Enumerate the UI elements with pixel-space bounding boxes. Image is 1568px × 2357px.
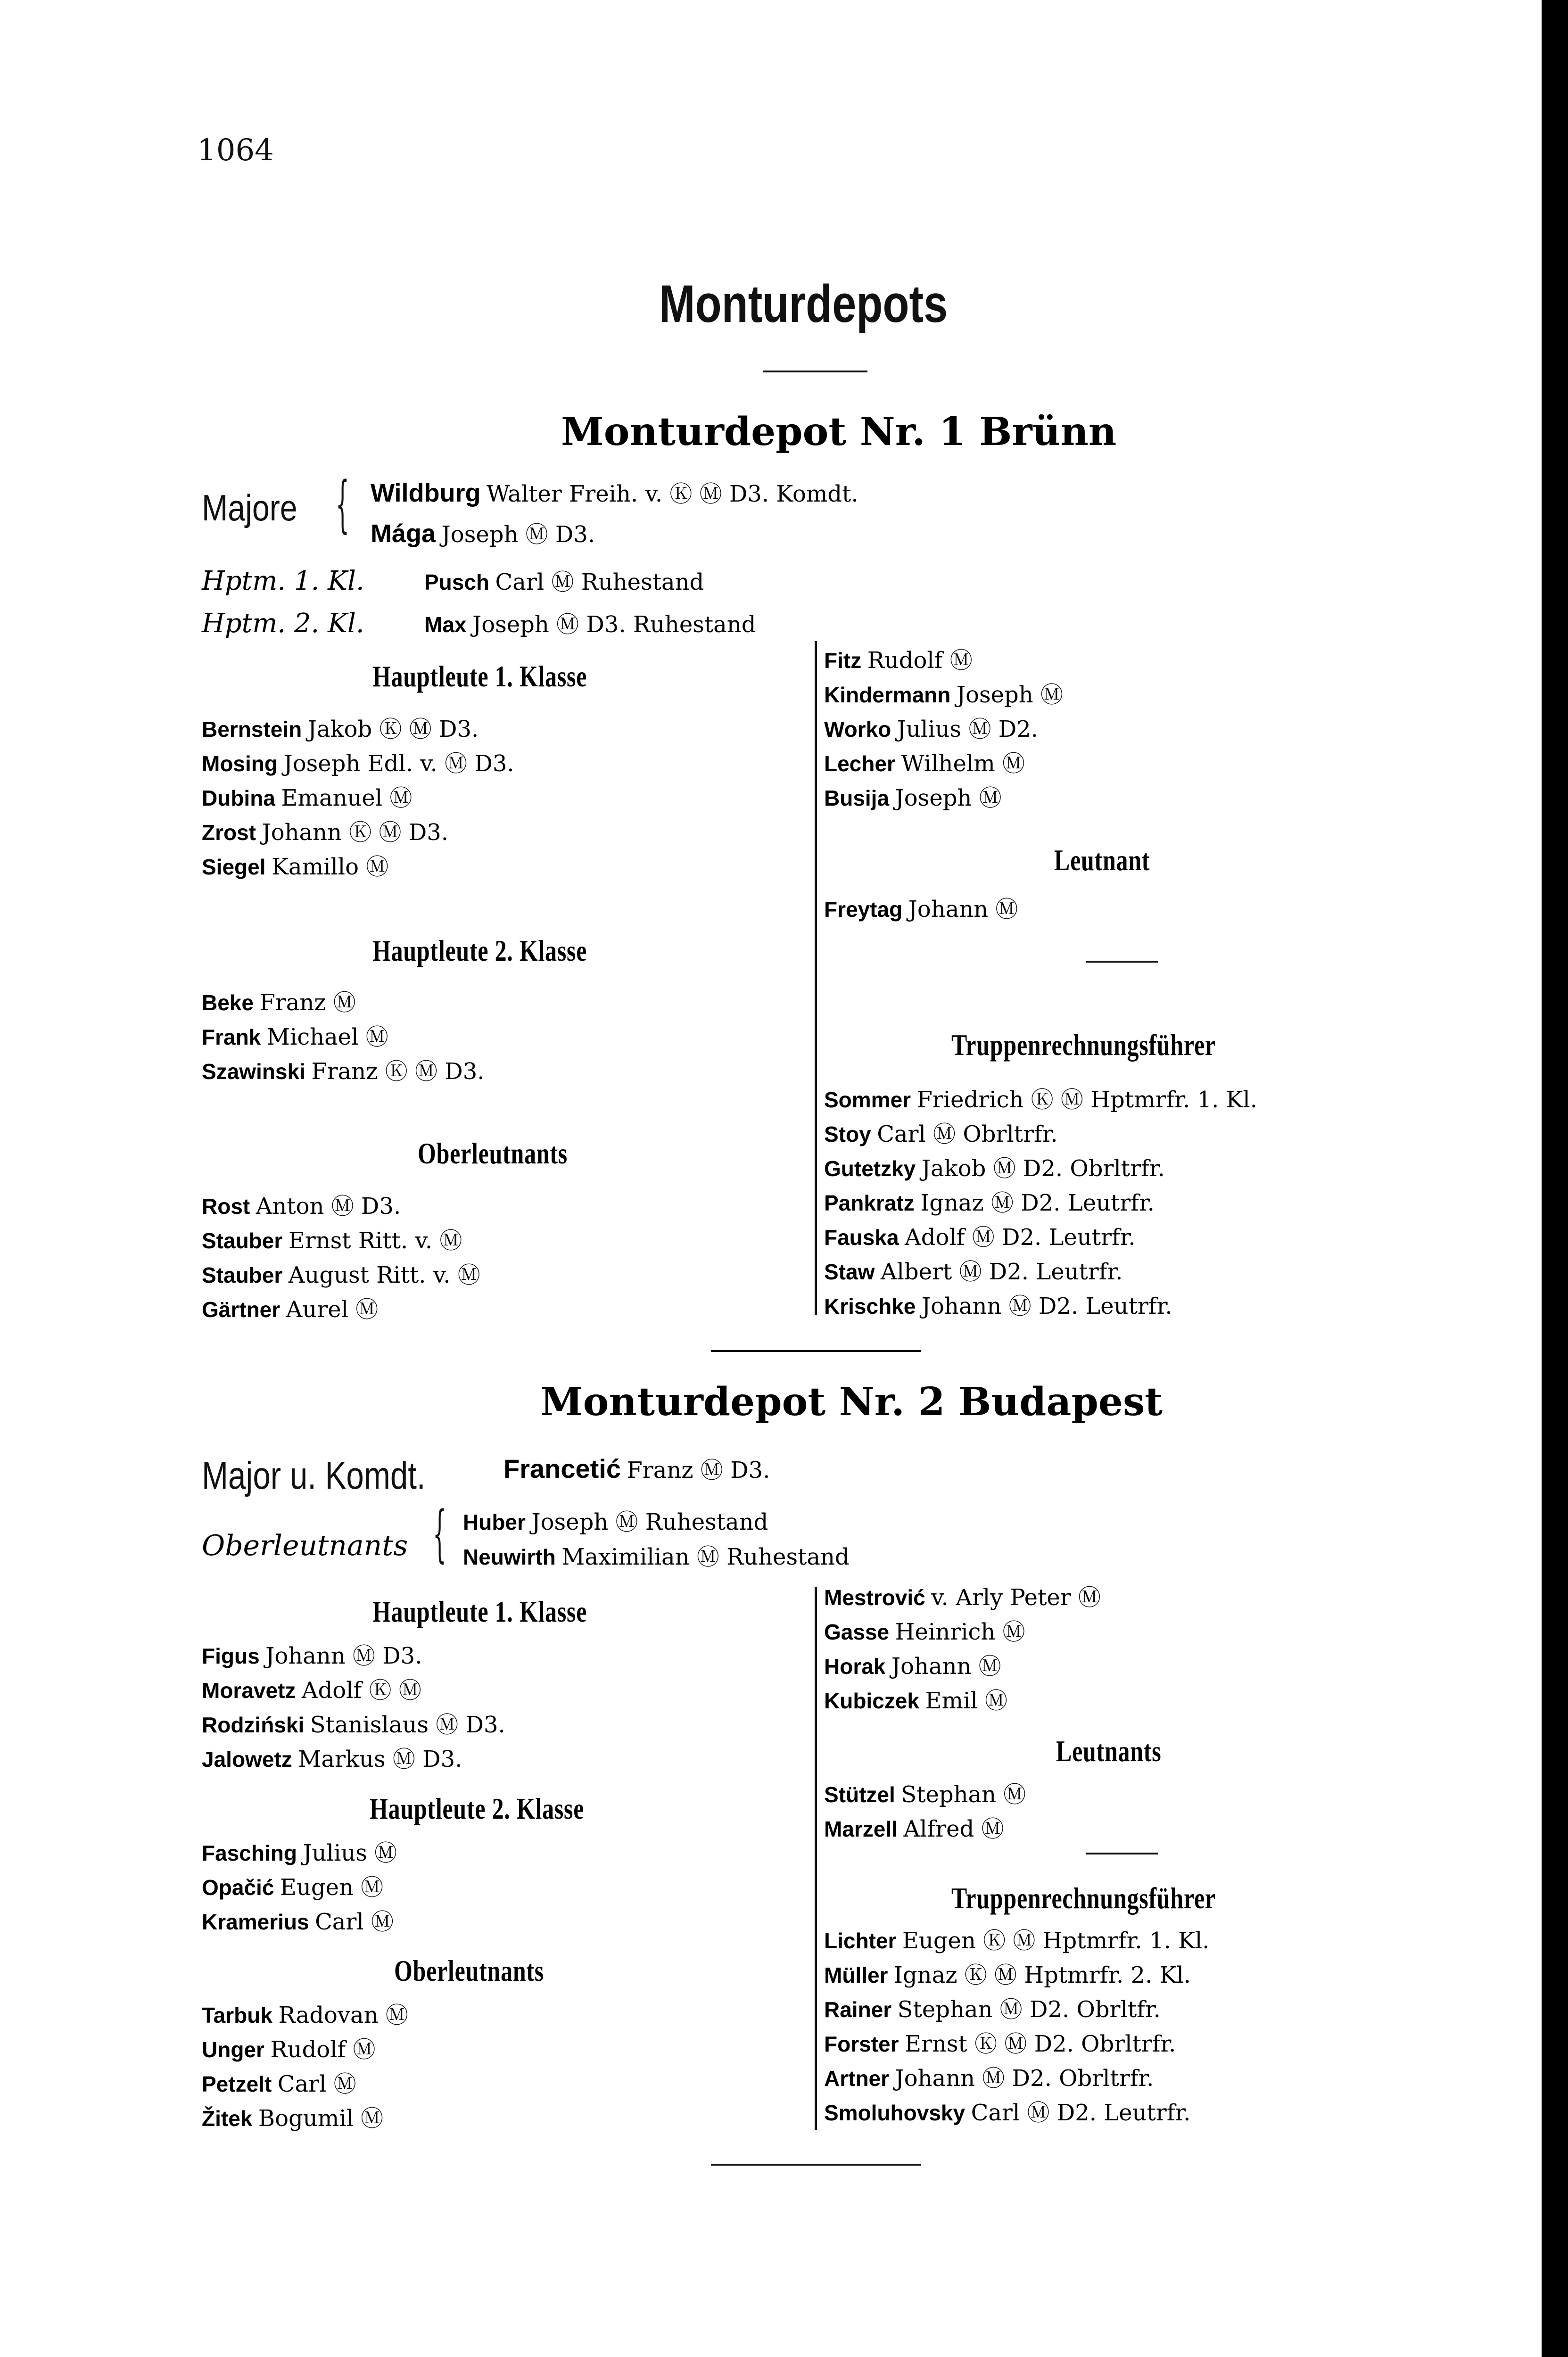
officer-name: Tarbuk	[202, 2003, 272, 2027]
officer-details: Albert Ⓜ D2. Leutrfr.	[880, 1259, 1123, 1285]
major-details: Joseph Ⓜ D3.	[441, 521, 595, 548]
major-name: Mága	[371, 519, 436, 548]
officer-details: Franz Ⓜ	[259, 989, 356, 1016]
officer-details: Emil Ⓜ	[925, 1688, 1007, 1714]
depot2-oberleutnants-brace: {	[433, 1498, 446, 1569]
officer-name: Siegel	[202, 855, 266, 879]
major-name: Francetić	[503, 1454, 621, 1483]
officer-entry	[463, 1540, 850, 1574]
officer-name: Rainer	[824, 1997, 892, 2022]
officer-entry	[824, 1186, 1155, 1220]
officer-entry	[463, 1505, 768, 1539]
officer-details: Rudolf Ⓜ	[867, 647, 973, 674]
depot2-leutnants-heading: Leutnants	[1056, 1734, 1162, 1768]
officer-name: Huber	[463, 1510, 526, 1534]
officer-details: Johann Ⓜ	[891, 1653, 1001, 1680]
officer-name: Freytag	[824, 897, 903, 922]
officer-entry	[202, 1639, 422, 1673]
officer-name: Mestrović	[824, 1585, 925, 1610]
officer-details: Johann Ⓚ Ⓜ D3.	[262, 819, 449, 846]
officer-entry	[824, 1289, 1172, 1323]
officer-name: Zrost	[202, 820, 256, 845]
depot1-major-entry	[371, 476, 858, 511]
officer-details: August Ritt. v. Ⓜ	[288, 1262, 480, 1288]
officer-name: Rodziński	[202, 1713, 305, 1737]
officer-entry	[202, 2067, 356, 2101]
officer-entry	[202, 781, 412, 815]
major-details: Franz Ⓜ D3.	[627, 1457, 770, 1483]
officer-details: Wilhelm Ⓜ	[901, 750, 1025, 777]
officer-name: Kramerius	[202, 1910, 309, 1934]
officer-details: Ernst Ritt. v. Ⓜ	[288, 1228, 462, 1254]
major-name: Wildburg	[371, 479, 481, 507]
officer-name: Petzelt	[202, 2072, 272, 2096]
officer-details: Joseph Ⓜ	[895, 785, 1002, 811]
officer-entry	[202, 1998, 408, 2032]
officer-entry	[202, 1189, 401, 1223]
officer-details: Ignaz Ⓚ Ⓜ Hptmrfr. 2. Kl.	[893, 1962, 1191, 1988]
officer-name: Bernstein	[202, 717, 302, 742]
depot2-oberleutnants-label: Oberleutnants	[202, 1529, 408, 1562]
officer-details: Joseph Ⓜ Ruhestand	[531, 1509, 768, 1535]
officer-name: Neuwirth	[463, 1545, 556, 1569]
officer-details: Joseph Ⓜ	[956, 682, 1063, 708]
officer-details: Eugen Ⓜ	[280, 1874, 384, 1901]
officer-entry	[824, 2061, 1154, 2095]
depot1-hauptleute1-heading: Hauptleute 1. Klasse	[372, 659, 587, 693]
officer-details: Friedrich Ⓚ Ⓜ Hptmrfr. 1. Kl.	[916, 1087, 1257, 1113]
officer-details: Ernst Ⓚ Ⓜ D2. Obrltrfr.	[904, 2031, 1176, 2057]
officer-details: Radovan Ⓜ	[278, 2002, 408, 2028]
officer-name: Stoy	[824, 1122, 871, 1146]
officer-name: Worko	[824, 717, 891, 742]
officer-details: Johann Ⓜ D3.	[265, 1643, 422, 1669]
page-number: 1064	[197, 133, 274, 168]
officer-name: Artner	[824, 2066, 890, 2091]
depot2-major-entry	[503, 1452, 770, 1487]
officer-entry	[824, 781, 1002, 815]
officer-entry	[824, 1812, 1004, 1846]
officer-name: Stauber	[202, 1263, 283, 1287]
officer-entry	[202, 1020, 388, 1054]
officer-entry	[824, 677, 1063, 712]
depot1-majore-label: Majore	[202, 487, 297, 528]
depot1-truppen-heading: Truppenrechnungsführer	[951, 1028, 1216, 1062]
depot1-column-divider	[815, 641, 817, 1315]
officer-name: Forster	[824, 2032, 899, 2056]
officer-entry	[202, 849, 388, 884]
depot2-oberleutnants-heading: Oberleutnants	[394, 1954, 544, 1987]
officer-name: Stützel	[824, 1782, 895, 1807]
officer-name: Pankratz	[824, 1191, 915, 1215]
officer-name: Žitek	[202, 2106, 253, 2131]
depot1-oberleutnants-heading: Oberleutnants	[418, 1137, 568, 1170]
depot1-leutnant-heading: Leutnant	[1054, 843, 1150, 877]
officer-name: Smoluhovsky	[824, 2101, 966, 2125]
officer-details: Ignaz Ⓜ D2. Leutrfr.	[920, 1190, 1155, 1216]
officer-details: Rudolf Ⓜ	[270, 2036, 376, 2063]
hptm2-details: Joseph Ⓜ D3. Ruhestand	[472, 611, 756, 638]
depot2-end-rule	[711, 2164, 921, 2166]
officer-details: Adolf Ⓜ D2. Leutrfr.	[905, 1224, 1136, 1251]
depot2-hauptleute1-heading: Hauptleute 1. Klasse	[372, 1595, 587, 1628]
officer-name: Frank	[202, 1025, 261, 1049]
officer-entry	[202, 1904, 394, 1939]
officer-details: Bogumil Ⓜ	[258, 2105, 384, 2132]
officer-entry	[202, 815, 448, 849]
depot2-column-divider	[815, 1587, 817, 2130]
officer-name: Fasching	[202, 1841, 297, 1865]
officer-entry	[202, 985, 356, 1020]
officer-entry	[824, 892, 1018, 926]
officer-details: Eugen Ⓚ Ⓜ Hptmrfr. 1. Kl.	[902, 1928, 1210, 1954]
officer-entry	[824, 643, 973, 677]
officer-name: Gutetzky	[824, 1156, 916, 1181]
officer-name: Marzell	[824, 1817, 898, 1841]
officer-details: Franz Ⓚ Ⓜ D3.	[311, 1058, 485, 1085]
depot1-hauptleute2-heading: Hauptleute 2. Klasse	[372, 934, 587, 967]
officer-details: Stanislaus Ⓜ D3.	[310, 1712, 505, 1738]
officer-name: Sommer	[824, 1088, 911, 1112]
page-title: Monturdepots	[659, 274, 948, 333]
depot2-leutnants-rule	[1086, 1853, 1158, 1854]
hptm1-name: Pusch	[424, 570, 490, 594]
depot2-major-label: Major u. Komdt.	[202, 1454, 426, 1497]
officer-name: Rost	[202, 1194, 250, 1219]
officer-entry	[824, 1958, 1191, 1992]
officer-entry	[824, 1923, 1209, 1958]
officer-name: Mosing	[202, 751, 278, 776]
officer-entry	[824, 1220, 1136, 1254]
officer-entry	[202, 1742, 462, 1776]
depot1-hptm1-label: Hptm. 1. Kl.	[202, 566, 364, 596]
officer-entry	[824, 746, 1025, 781]
depot1-major-entry	[371, 517, 595, 552]
officer-details: Carl Ⓜ Obrltrfr.	[877, 1121, 1058, 1147]
officer-details: Johann Ⓜ D2. Obrltrfr.	[895, 2065, 1154, 2092]
officer-name: Staw	[824, 1260, 875, 1284]
officer-details: Michael Ⓜ	[266, 1024, 388, 1050]
officer-name: Unger	[202, 2037, 264, 2062]
officer-entry	[824, 1649, 1001, 1683]
officer-entry	[824, 1777, 1026, 1812]
depot2-hauptleute2-heading: Hauptleute 2. Klasse	[370, 1792, 585, 1825]
officer-name: Opačić	[202, 1875, 274, 1900]
officer-details: Stephan Ⓜ D2. Obrltfr.	[897, 1996, 1161, 2023]
officer-entry	[824, 2095, 1190, 2130]
officer-name: Beke	[202, 990, 254, 1015]
depot1-hptm1-entry	[424, 565, 704, 599]
officer-entry	[824, 1683, 1007, 1718]
officer-details: Johann Ⓜ D2. Leutrfr.	[921, 1293, 1172, 1319]
hptm1-details: Carl Ⓜ Ruhestand	[495, 569, 704, 595]
officer-entry	[202, 1673, 421, 1707]
officer-entry	[202, 712, 479, 746]
officer-name: Szawinski	[202, 1059, 305, 1084]
officer-name: Lichter	[824, 1928, 897, 1953]
officer-details: Emanuel Ⓜ	[281, 785, 413, 811]
officer-entry	[824, 1151, 1165, 1186]
officer-details: Heinrich Ⓜ	[895, 1619, 1025, 1645]
depot1-leutnant-rule	[1086, 961, 1158, 963]
officer-details: Jakob Ⓜ D2. Obrltrfr.	[921, 1155, 1165, 1182]
officer-name: Busija	[824, 786, 890, 810]
officer-entry	[202, 1292, 378, 1327]
depot1-end-rule	[711, 1350, 921, 1352]
officer-details: v. Arly Peter Ⓜ	[931, 1584, 1101, 1611]
officer-entry	[824, 712, 1038, 746]
officer-name: Stauber	[202, 1228, 283, 1253]
officer-name: Kubiczek	[824, 1689, 919, 1713]
officer-name: Gasse	[824, 1620, 890, 1644]
officer-details: Stephan Ⓜ	[901, 1781, 1026, 1808]
depot1-majore-brace: {	[336, 468, 349, 540]
depot1-hptm2-entry	[424, 607, 756, 642]
officer-entry	[824, 1254, 1122, 1289]
title-rule	[763, 371, 867, 372]
officer-details: Carl Ⓜ	[315, 1909, 394, 1935]
officer-name: Krischke	[824, 1294, 916, 1319]
officer-details: Anton Ⓜ D3.	[256, 1193, 401, 1220]
officer-details: Markus Ⓜ D3.	[298, 1746, 462, 1772]
officer-details: Johann Ⓜ	[908, 896, 1018, 923]
officer-name: Horak	[824, 1654, 886, 1679]
officer-name: Jalowetz	[202, 1747, 292, 1772]
officer-details: Joseph Edl. v. Ⓜ D3.	[283, 750, 514, 777]
officer-name: Moravetz	[202, 1678, 296, 1703]
major-details: Walter Freih. v. Ⓚ Ⓜ D3. Komdt.	[486, 481, 858, 507]
officer-name: Müller	[824, 1963, 888, 1987]
officer-entry	[202, 746, 514, 781]
officer-name: Fauska	[824, 1225, 899, 1250]
officer-details: Julius Ⓜ	[303, 1840, 397, 1866]
officer-details: Maximilian Ⓜ Ruhestand	[561, 1544, 850, 1570]
officer-entry	[202, 2032, 375, 2067]
officer-details: Jakob Ⓚ Ⓜ D3.	[307, 716, 479, 742]
officer-entry	[824, 1082, 1257, 1117]
officer-entry	[202, 1707, 505, 1742]
officer-name: Dubina	[202, 786, 275, 810]
officer-entry	[202, 2101, 383, 2135]
depot1-hptm2-label: Hptm. 2. Kl.	[202, 608, 364, 639]
officer-name: Fitz	[824, 648, 862, 673]
officer-entry	[824, 1615, 1025, 1649]
officer-entry	[202, 1054, 485, 1088]
officer-name: Kindermann	[824, 683, 951, 707]
officer-details: Aurel Ⓜ	[286, 1296, 379, 1323]
depot1-heading: Monturdepot Nr. 1 Brünn	[561, 409, 1117, 454]
officer-name: Lecher	[824, 751, 895, 776]
officer-name: Figus	[202, 1644, 260, 1668]
officer-details: Carl Ⓜ	[277, 2071, 356, 2097]
depot2-heading: Monturdepot Nr. 2 Budapest	[540, 1379, 1163, 1425]
officer-entry	[824, 1117, 1058, 1151]
officer-entry	[202, 1258, 480, 1292]
officer-entry	[202, 1836, 397, 1870]
officer-details: Adolf Ⓚ Ⓜ	[301, 1677, 421, 1704]
officer-name: Gärtner	[202, 1297, 281, 1322]
officer-entry	[202, 1223, 462, 1258]
hptm2-name: Max	[424, 612, 467, 637]
officer-details: Alfred Ⓜ	[903, 1816, 1004, 1842]
officer-entry	[202, 1870, 383, 1904]
officer-entry	[824, 1992, 1161, 2027]
officer-details: Kamillo Ⓜ	[272, 854, 389, 880]
officer-details: Julius Ⓜ D2.	[897, 716, 1038, 742]
officer-entry	[824, 2027, 1176, 2061]
officer-entry	[824, 1580, 1101, 1615]
officer-details: Carl Ⓜ D2. Leutrfr.	[971, 2100, 1191, 2126]
depot2-truppen-heading: Truppenrechnungsführer	[951, 1881, 1216, 1915]
